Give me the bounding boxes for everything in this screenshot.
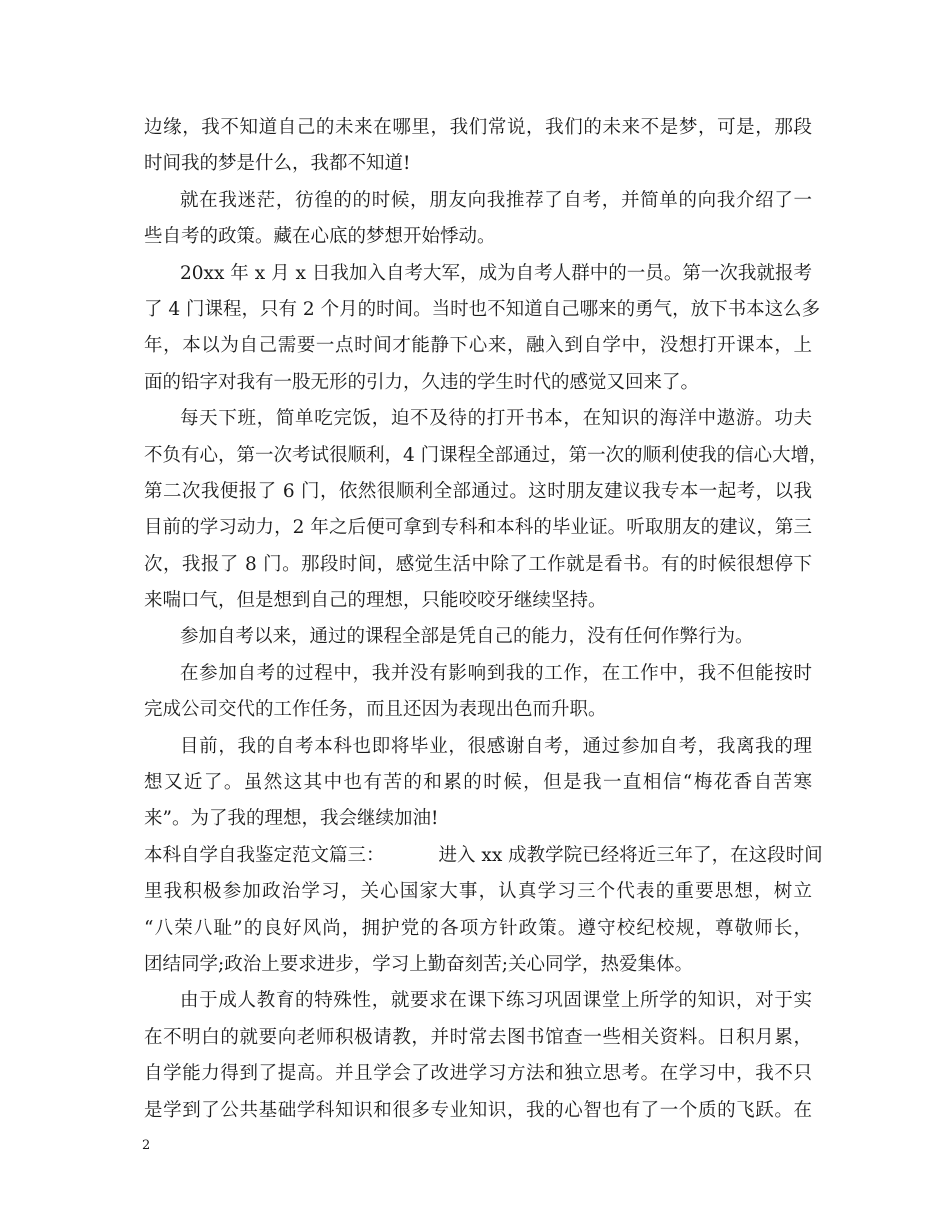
text-line: 了 4 门课程，只有 2 个月的时间。当时也不知道自己哪来的勇气，放下书本这么多 [144, 298, 821, 320]
text-line: 第二次我便报了 6 门，依然很顺利全部通过。这时朋友建议我专本一起考，以我 [144, 480, 812, 502]
text-line: 在不明白的就要向老师积极请教，并时常去图书馆查一些相关资料。日积月累， [144, 1026, 812, 1048]
paragraph-start-line: 在参加自考的过程中，我并没有影响到我的工作，在工作中，我不但能按时 [180, 662, 812, 684]
paragraph-start-line: 由于成人教育的特殊性，就要求在课下练习巩固课堂上所学的知识，对于实 [180, 990, 812, 1012]
text-line: 不负有心，第一次考试很顺利，4 门课程全部通过，第一次的顺利使我的信心大增， [144, 444, 828, 466]
text-line: 来”。为了我的理想，我会继续加油! [144, 808, 439, 830]
text-line: 来喘口气，但是想到自己的理想，只能咬咬牙继续坚持。 [144, 590, 607, 612]
text-line: 完成公司交代的工作任务，而且还因为表现出色而升职。 [144, 699, 607, 721]
text-line: 目前的学习动力，2 年之后便可拿到专科和本科的毕业证。听取朋友的建议，第三 [144, 517, 812, 539]
text-line: 想又近了。虽然这其中也有苦的和累的时候，但是我一直相信“梅花香自苦寒 [144, 772, 812, 794]
text-line: 次，我报了 8 门。那段时间，感觉生活中除了工作就是看书。有的时候很想停下 [144, 553, 812, 575]
section-heading-line [144, 838, 823, 874]
section-intro-text: 进入 xx 成教学院已经将近三年了，在这段时间 [438, 844, 823, 866]
text-line: 面的铅字对我有一股无形的引力，久违的学生时代的感觉又回来了。 [144, 371, 700, 393]
text-line: 里我积极参加政治学习，关心国家大事，认真学习三个代表的重要思想，树立 [144, 881, 812, 903]
paragraph-start-line: 目前，我的自考本科也即将毕业，很感谢自考，通过参加自考，我离我的理 [180, 735, 812, 757]
text-line: 些自考的政策。藏在心底的梦想开始悸动。 [144, 226, 496, 248]
text-line: 是学到了公共基础学科知识和很多专业知识，我的心智也有了一个质的飞跃。在 [144, 1099, 812, 1121]
text-line: 自学能力得到了提高。并且学会了改进学习方法和独立思考。在学习中，我不只 [144, 1063, 812, 1085]
page-number: 2 [142, 1138, 151, 1153]
text-line: 团结同学;政治上要求进步，学习上勤奋刻苦;关心同学，热爱集体。 [144, 953, 693, 975]
text-line: 年，本以为自己需要一点时间才能静下心来，融入到自学中，没想打开课本，上 [144, 335, 812, 357]
document-body [144, 110, 828, 1129]
paragraph-start-line: 就在我迷茫，彷徨的的时候，朋友向我推荐了自考，并简单的向我介绍了一 [180, 189, 812, 211]
section-heading: 本科自学自我鉴定范文篇三： [144, 844, 385, 866]
text-line: “八荣八耻”的良好风尚，拥护党的各项方针政策。遵守校纪校规，尊敬师长， [144, 917, 812, 939]
text-line: 边缘，我不知道自己的未来在哪里，我们常说，我们的未来不是梦，可是，那段 [144, 117, 812, 138]
paragraph-start-line: 参加自考以来，通过的课程全部是凭自己的能力，没有任何作弊行为。 [180, 626, 754, 648]
paragraph-start-line: 每天下班，简单吃完饭，迫不及待的打开书本，在知识的海洋中遨游。功夫 [180, 408, 812, 430]
text-line: 时间我的梦是什么，我都不知道! [144, 153, 411, 175]
paragraph-start-line: 20xx 年 x 月 x 日我加入自考大军，成为自考人群中的一员。第一次我就报考 [180, 262, 812, 284]
